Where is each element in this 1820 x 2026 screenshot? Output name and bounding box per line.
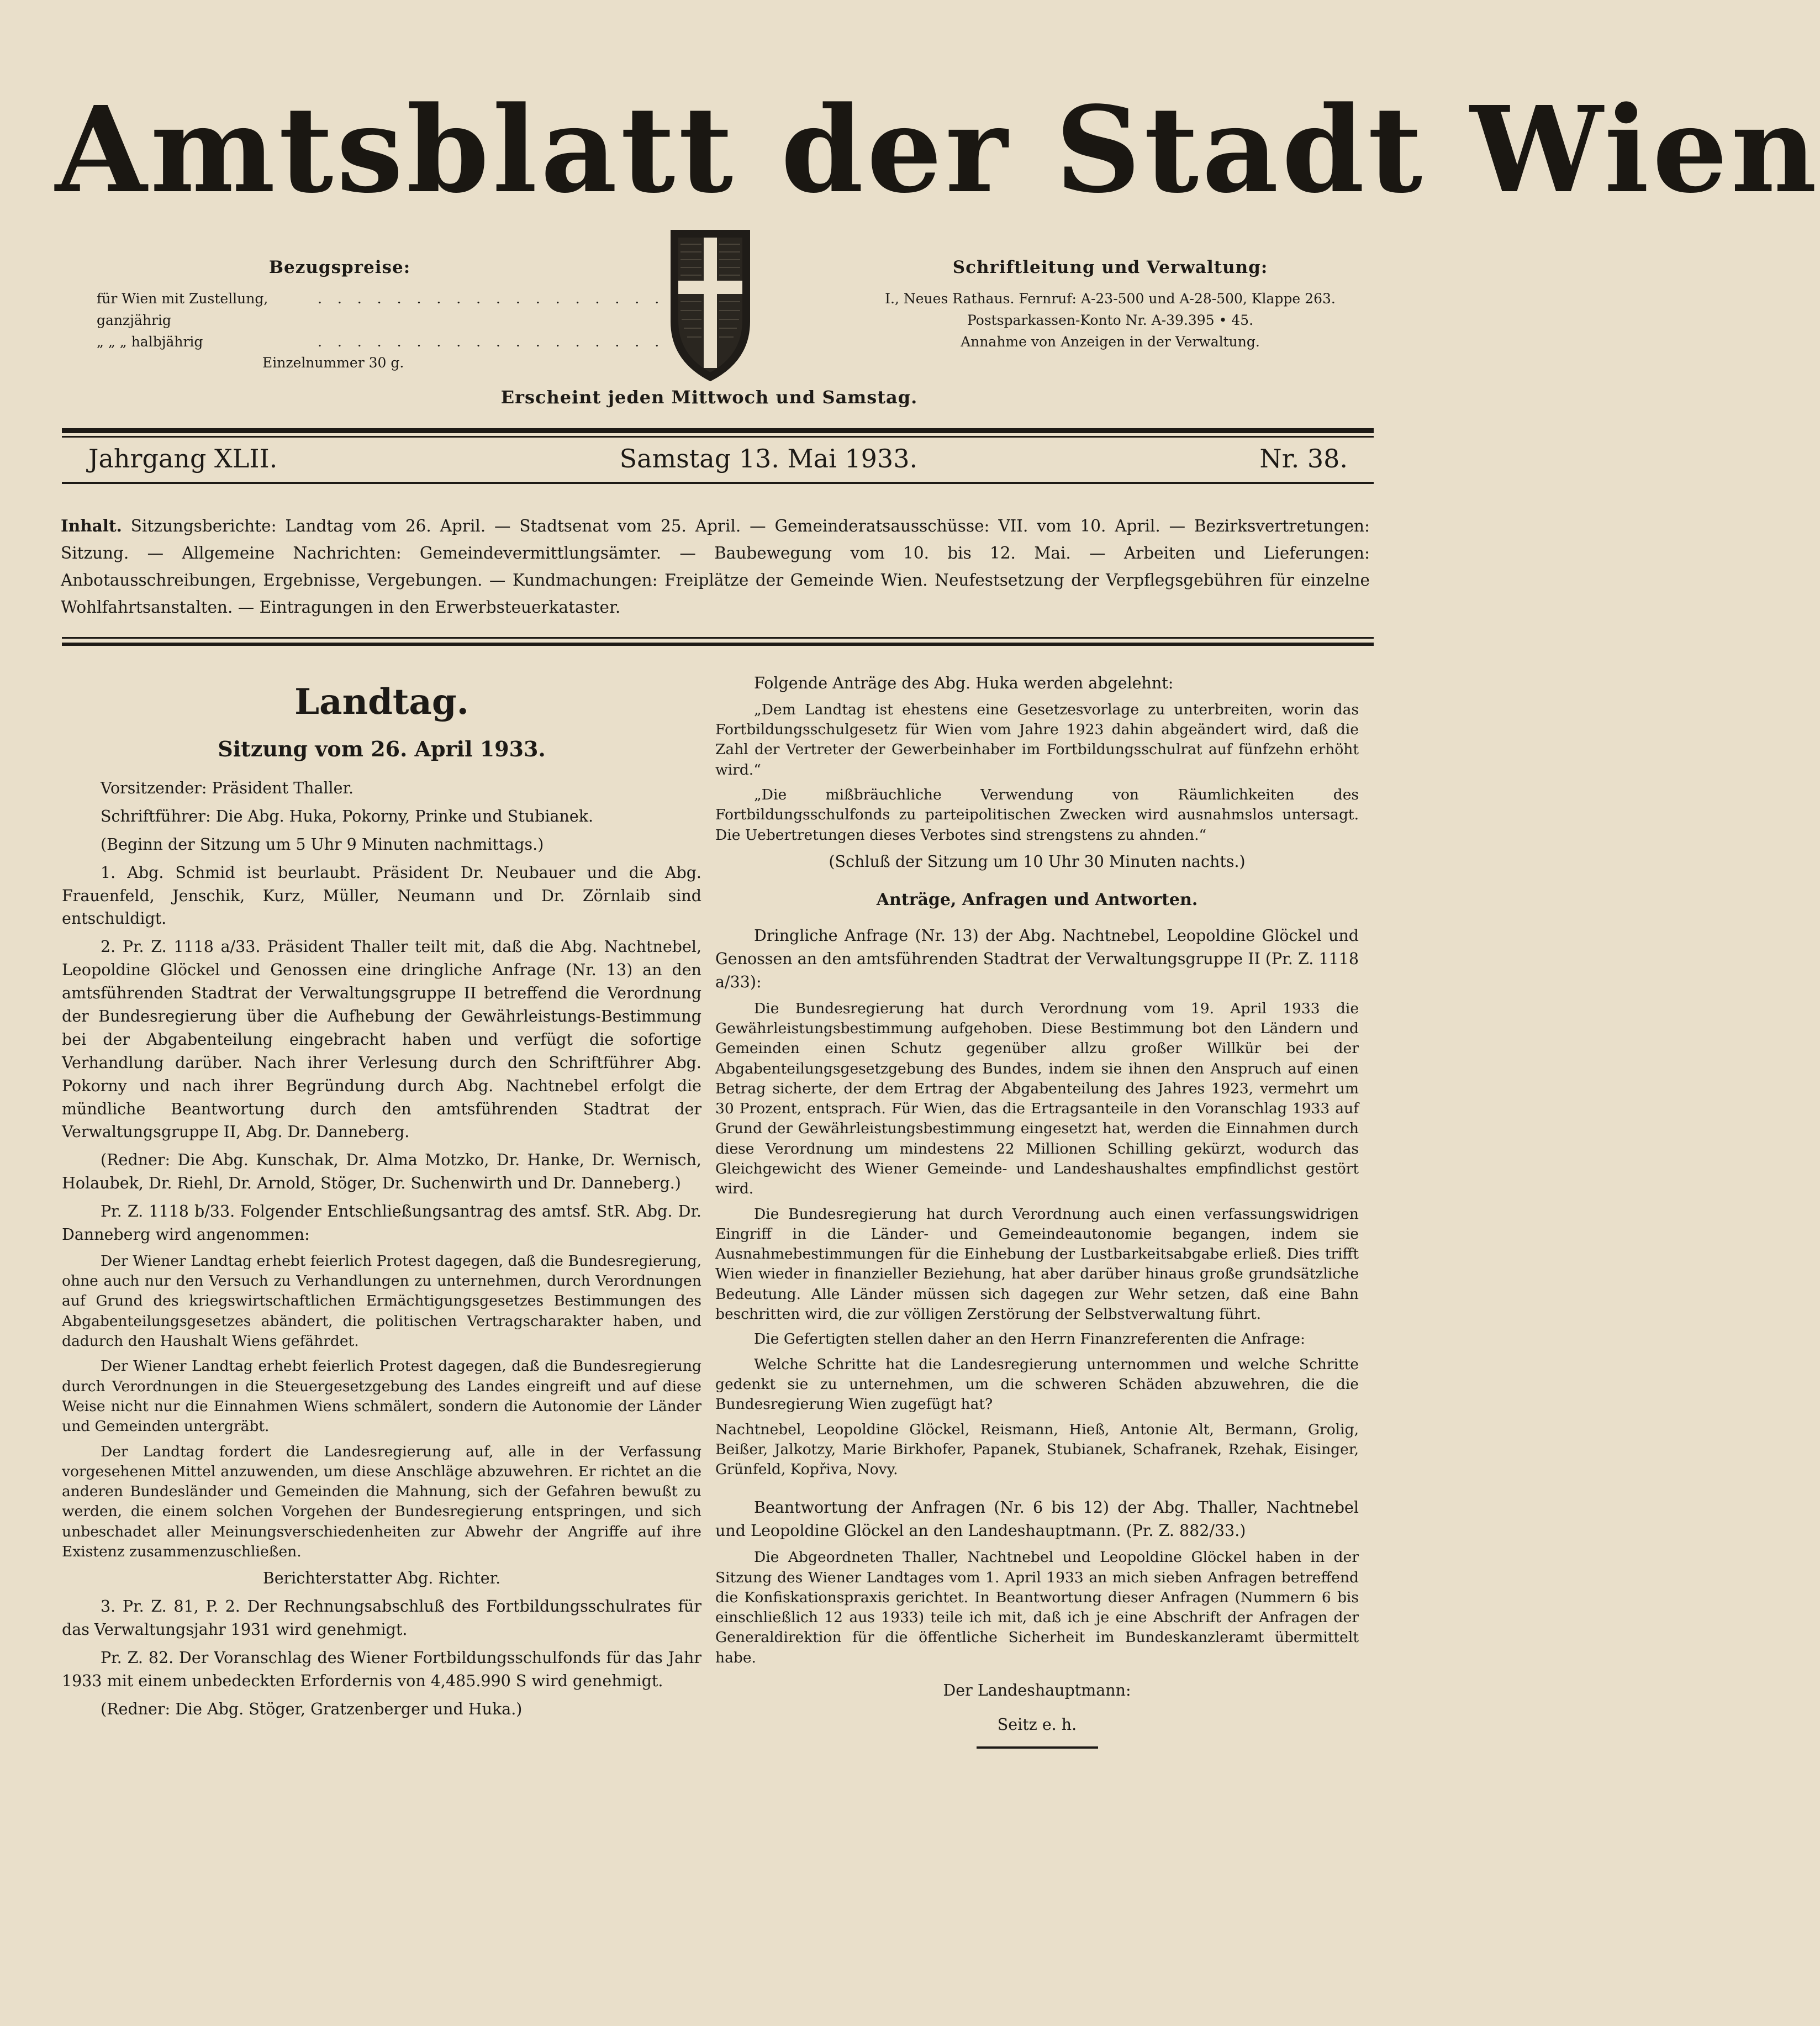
reporter-line: Berichterstatter Abg. Richter. — [262, 1569, 501, 1588]
section-heading: Anträge, Anfragen und Antworten. — [876, 890, 1198, 909]
table-of-contents — [61, 513, 1370, 621]
paragraph: „Die mißbräuchliche Verwendung von Räumlichkeiten des Fortbildungsschulfonds zu parteipolitischen Zwecken wird ausnahmslos untersagt. Die Uebertretungen dieses Verbotes sind strengstens zu ahnden.“ — [715, 786, 1359, 844]
paragraph: Die Bundesregierung hat durch Verordnung auch einen verfassungswidrigen Eingriff in die Länder- und Gemeindeautonomie begangen, indem sie Ausnahmebestimmungen für die Einhebung der Lustbarkeitsabgabe erließ. Dies trifft Wien wieder in finanzieller Beziehung, hat aber darüber hinaus große grundsätzliche Bedeutung. Alle Länder müssen sich dagegen zur Wehr setzen, daß eine Bahn beschritten wird, die zur völligen Zerstörung der Selbstverwaltung führt. — [715, 1205, 1359, 1323]
paragraph: (Schluß der Sitzung um 10 Uhr 30 Minuten nachts.) — [829, 852, 1246, 871]
issue-line — [88, 438, 1348, 480]
vienna-coat-of-arms-icon — [667, 228, 753, 382]
publication-schedule: Erscheint jeden Mittwoch und Samstag. — [500, 387, 918, 408]
paragraph: (Beginn der Sitzung um 5 Uhr 9 Minuten nachmittags.) — [101, 835, 544, 854]
signatories: Nachtnebel, Leopoldine Glöckel, Reismann, Hieß, Antonie Alt, Bermann, Grolig, Beißer, Jalkotzy, Marie Birkhofer, Papanek, Stubianek, Schafranek, Rzehak, Eisinger, Grünfeld, Kopřiva, Novy. — [715, 1420, 1359, 1478]
paragraph: 2. Pr. Z. 1118 a/33. Präsident Thaller teilt mit, daß die Abg. Nachtnebel, Leopoldine Glöckel und Genossen eine dringliche Anfrage (Nr. 13) an den amtsführenden Stadtrat der Verwaltungsgruppe II betreffend die Verordnung der Bundesregierung über die Aufhebung der Gewährleistungs-Bestimmung bei der Abgabenteilung eingebracht haben und verfügt die sofortige Verhandlung darüber. Nach ihrer Verlesung durch den Schriftführer Abg. Pokorny und nach ihrer Begründung durch Abg. Nachtnebel erfolgt die mündliche Beantwortung durch den amtsführenden Stadtrat der Verwaltungsgruppe II, Abg. Dr. Danneberg. — [62, 938, 701, 1141]
header-rule — [62, 428, 1374, 433]
single-issue-price: Einzelnummer 30 g. — [262, 355, 404, 371]
masthead-title: Amtsblatt der Stadt Wien — [55, 81, 1820, 219]
paragraph: 1. Abg. Schmid ist beurlaubt. Präsident Dr. Neubauer und die Abg. Frauenfeld, Jenschik, Kurz, Müller, Neumann und Dr. Zörnlaib sind entschuldigt. — [62, 863, 701, 928]
section-title: Landtag. — [294, 681, 469, 723]
session-subtitle: Sitzung vom 26. April 1933. — [218, 736, 546, 762]
prices-heading: Bezugspreise: — [268, 257, 411, 277]
paragraph: Der Wiener Landtag erhebt feierlich Protest dagegen, daß die Bundesregierung durch Verordnungen in die Steuergesetzgebung des Landes eingreift und auf diese Weise nicht nur die Einnahmen Wiens schmälert, sondern die Autonomie der Länder und Gemeinden untergräbt. — [62, 1357, 701, 1435]
paragraph: 3. Pr. Z. 81, P. 2. Der Rechnungsabschluß des Fortbildungsschulrates für das Verwaltungsjahr 1931 wird genehmigt. — [62, 1597, 701, 1639]
signature-title: Der Landeshauptmann: — [943, 1681, 1131, 1700]
price-row: „ „ „ halbjährig . . . . . . . . . . . . . . . . . . — [97, 333, 665, 350]
paragraph: Schriftführer: Die Abg. Huka, Pokorny, Prinke und Stubianek. — [101, 807, 594, 825]
editorial-line: I., Neues Rathaus. Fernruf: A-23-500 und A-28-500, Klappe 263. — [885, 291, 1336, 307]
paragraph: Der Wiener Landtag erhebt feierlich Protest dagegen, daß die Bundesregierung, ohne auch nur den Versuch zu Verhandlungen zu unternehmen, durch Verordnungen auf Grund des kriegswirtschaftlichen Ermächtigungsgesetzes Bestimmungen des Abgabenteilungsgesetzes abändert, die politischen Vertragscharakter haben, und dadurch den Haushalt Wiens gefährdet. — [62, 1252, 701, 1350]
editorial-heading: Schriftleitung und Verwaltung: — [952, 257, 1268, 277]
paragraph: Die Abgeordneten Thaller, Nachtnebel und Leopoldine Glöckel haben in der Sitzung des Wiener Landtages vom 1. April 1933 an mich sieben Anfragen betreffend die Konfiskationspraxis gerichtet. In Beantwortung dieser Anfragen (Nummern 6 bis einschließlich 12 aus 1933) teile ich mit, daß ich je eine Abschrift der Anfragen der Generaldirektion für die öffentliche Sicherheit im Bundeskanzleramt übermittelt habe. — [715, 1549, 1359, 1666]
paragraph: Beantwortung der Anfragen (Nr. 6 bis 12) der Abg. Thaller, Nachtnebel und Leopoldine Glöckel an den Landeshauptmann. (Pr. Z. 882/33.) — [715, 1498, 1359, 1540]
paragraph: Pr. Z. 82. Der Voranschlag des Wiener Fortbildungsschulfonds für das Jahr 1933 mit einem unbedeckten Erfordernis von 4,485.990 S wird genehmigt. — [62, 1648, 701, 1690]
paragraph: Folgende Anträge des Abg. Huka werden abgelehnt: — [754, 674, 1174, 692]
contents-rule — [62, 643, 1374, 646]
paragraph: „Dem Landtag ist ehestens eine Gesetzesvorlage zu unterbreiten, worin das Fortbildungsschulgesetz für Wien vom Jahre 1923 dahin abgeändert wird, daß die Zahl der Vertreter der Gewerbeinhaber im Fortbildungsschulrat auf fünfzehn erhöht wird.“ — [715, 701, 1359, 778]
contents-text: Sitzungsberichte: Landtag vom 26. April. — Stadtsenat vom 25. April. — Gemeinderatsausschüsse: VII. vom 10. April. — Bezirksvertretungen: Sitzung. — Allgemeine Nachrichten: Gemeindevermittlungsämter. — Baubewegung vom 10. bis 12. Mai. — Arbeiten und Lieferungen: Anbotausschreibungen, Ergebnisse, Vergebungen. — Kundmachungen: Freiplätze der Gemeinde Wien. Neufestsetzung der Verpflegsgebühren für einzelne Wohlfahrtsanstalten. — Eintragungen in den Erwerbsteuerkataster. — [61, 517, 1370, 617]
issue-date: Samstag 13. Mai 1933. — [619, 444, 918, 473]
editorial-office — [862, 254, 1359, 352]
paragraph: Der Landtag fordert die Landesregierung auf, alle in der Verfassung vorgesehenen Mittel anzuwenden, um diese Anschläge abzuwehren. Er richtet an die anderen Bundesländer und Gemeinden die Mahnung, sich der Gefahren bewußt zu werden, die einem solchen Vorgehen der Bundesregierung entspringen, und sich unbeschadet aller Meinungsverschiedenheiten zur Abwehr der Angriffe auf ihre Existenz zusammenzuschließen. — [62, 1443, 701, 1561]
paragraph: Vorsitzender: Präsident Thaller. — [101, 778, 354, 797]
issue-rule — [62, 482, 1374, 484]
issue-number: Nr. 38. — [1259, 444, 1348, 473]
contents-rule — [62, 637, 1374, 639]
paragraph: Die Bundesregierung hat durch Verordnung vom 19. April 1933 die Gewährleistungsbestimmung aufgehoben. Diese Bestimmung bot den Ländern und Gemeinden einen Schutz gegenüber allzu großer Willkür bei der Abgabenteilungsgesetzgebung des Bundes, indem sie ihnen den Anspruch auf einen Betrag sicherte, der dem Ertrag der Abgabenteilung des Jahres 1923, vermehrt um 30 Prozent, entsprach. Für Wien, das die Ertragsanteile in den Voranschlag 1933 auf Grund der Gewährleistungsbestimmung eingesetzt hat, werden die Einnahmen durch diese Verordnung um mindestens 22 Millionen Schilling gekürzt, wodurch das Gleichgewicht des Wiener Gemeinde- und Landeshaushaltes empfindlichst gestört wird. — [715, 999, 1359, 1198]
price-row: für Wien mit Zustellung, ganzjährig . . . . . . . . . . . . . . . . . . — [97, 291, 665, 328]
paragraph: Dringliche Anfrage (Nr. 13) der Abg. Nachtnebel, Leopoldine Glöckel und Genossen an den amtsführenden Stadtrat der Verwaltungsgruppe II (Pr. Z. 1118 a/33): — [715, 926, 1359, 991]
left-column — [62, 672, 701, 1726]
right-column — [715, 672, 1359, 1749]
contents-label: Inhalt. — [61, 516, 122, 535]
editorial-line: Postsparkassen-Konto Nr. A-39.395 • 45. — [967, 312, 1254, 328]
signature-rule — [977, 1746, 1098, 1749]
volume-label: Jahrgang XLII. — [88, 444, 278, 473]
paragraph: Pr. Z. 1118 b/33. Folgender Entschließungsantrag des amtsf. StR. Abg. Dr. Danneberg wird angenommen: — [62, 1202, 701, 1244]
paragraph: Welche Schritte hat die Landesregierung unternommen und welche Schritte gedenkt sie zu unternehmen, um die schweren Schäden abzuwehren, die die Bundesregierung Wien zugefügt hat? — [715, 1355, 1359, 1413]
subscription-prices — [97, 254, 665, 374]
paragraph: (Redner: Die Abg. Kunschak, Dr. Alma Motzko, Dr. Hanke, Dr. Wernisch, Holaubek, Dr. Riehl, Dr. Arnold, Stöger, Dr. Suchenwirth und Dr. Danneberg.) — [62, 1151, 701, 1193]
signature-name: Seitz e. h. — [997, 1715, 1077, 1734]
paragraph: Die Gefertigten stellen daher an den Herrn Finanzreferenten die Anfrage: — [754, 1330, 1305, 1348]
paragraph: (Redner: Die Abg. Stöger, Gratzenberger und Huka.) — [101, 1699, 523, 1718]
editorial-line: Annahme von Anzeigen in der Verwaltung. — [961, 333, 1260, 350]
